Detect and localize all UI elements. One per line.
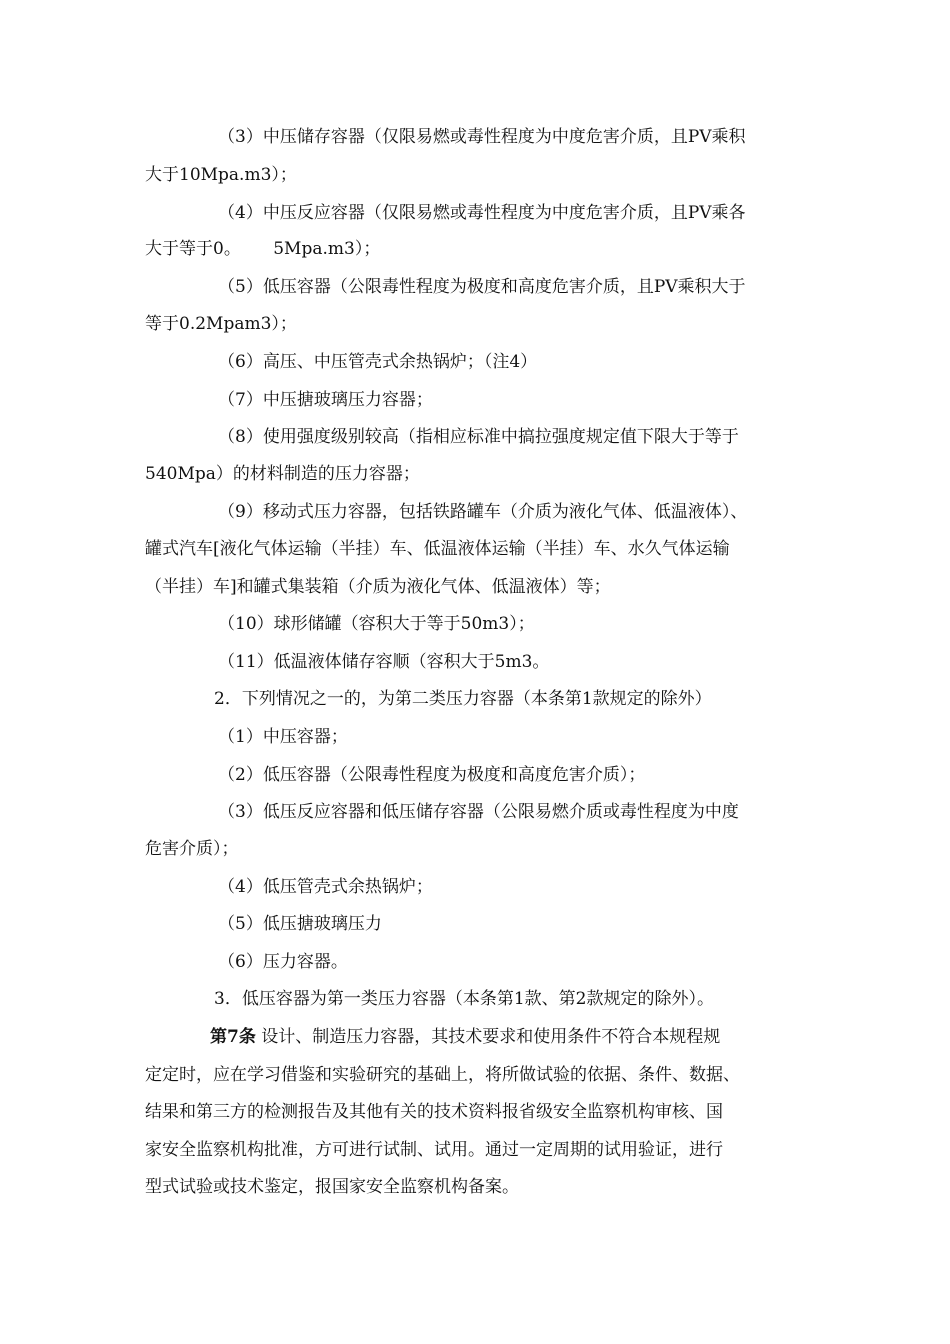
article-7-line-5: 型式试验或技术鉴定，报国家安全监察机构备案。 [145,1177,519,1197]
section-2-item-3-line-2: 危害介质）； [145,839,239,859]
section-2-item-4: （4）低压管壳式余热锅炉； [218,877,433,897]
item-9-line-1: （9）移动式压力容器，包括铁路罐车（介质为液化气体、低温液体）、 [218,502,748,522]
item-10: （10）球形储罐（容积大于等于50m3）； [218,614,535,634]
item-8-line-1: （8）使用强度级别较高（指相应标准中搞拉强度规定值下限大于等于 [218,427,739,447]
article-7-line-2: 定定时，应在学习借鉴和实验研究的基础上，将所做试验的依据、条件、数据、 [145,1065,740,1085]
item-7: （7）中压搪玻璃压力容器； [218,390,433,410]
section-2-item-6: （6）压力容器。 [218,952,348,972]
item-5-line-2: 等于0.2Mpam3）； [145,314,297,334]
item-8-line-2: 540Mpa）的材料制造的压力容器； [145,464,420,484]
item-5-line-1: （5）低压容器（公限毒性程度为极度和高度危害介质，且PV乘积大于 [218,277,746,297]
section-2-heading: 2．下列情况之一的，为第二类压力容器（本条第1款规定的除外） [214,689,712,709]
article-7-first-line [210,1026,720,1048]
item-3-line-1: （3）中压储存容器（仅限易燃或毒性程度为中度危害介质，且PV乘积 [218,127,746,147]
section-2-item-2: （2）低压容器（公限毒性程度为极度和高度危害介质）； [218,765,646,785]
item-9-line-2: 罐式汽车[液化气体运输（半挂）车、低温液体运输（半挂）车、水久气体运输 [145,539,730,559]
article-7-first-text: 设计、制造压力容器，其技术要求和使用条件不符合本规程规 [255,1027,721,1047]
section-2-item-5: （5）低压搪玻璃压力 [218,914,382,934]
item-4-line-2: 大于等于0。 5Mpa.m3）； [145,239,381,259]
article-7-line-3: 结果和第三方的检测报告及其他有关的技术资料报省级安全监察机构审核、国 [145,1102,723,1122]
item-6: （6）高压、中压管壳式余热锅炉；（注4） [218,352,538,372]
section-2-item-3-line-1: （3）低压反应容器和低压储存容器（公限易燃介质或毒性程度为中度 [218,802,739,822]
article-7-heading: 第7条 [210,1027,256,1047]
item-3-line-2: 大于10Mpa.m3）； [145,165,297,185]
item-4-line-1: （4）中压反应容器（仅限易燃或毒性程度为中度危害介质，且PV乘各 [218,203,746,223]
section-2-item-1: （1）中压容器； [218,727,348,747]
item-11: （11）低温液体储存容顺（容积大于5m3。 [218,652,550,672]
article-7-line-4: 家安全监察机构批准，方可进行试制、试用。通过一定周期的试用验证，进行 [145,1140,723,1160]
item-9-line-3: （半挂）车]和罐式集装箱（介质为液化气体、低温液体）等； [145,577,611,597]
section-3-text: 3．低压容器为第一类压力容器（本条第1款、第2款规定的除外）。 [214,989,714,1009]
